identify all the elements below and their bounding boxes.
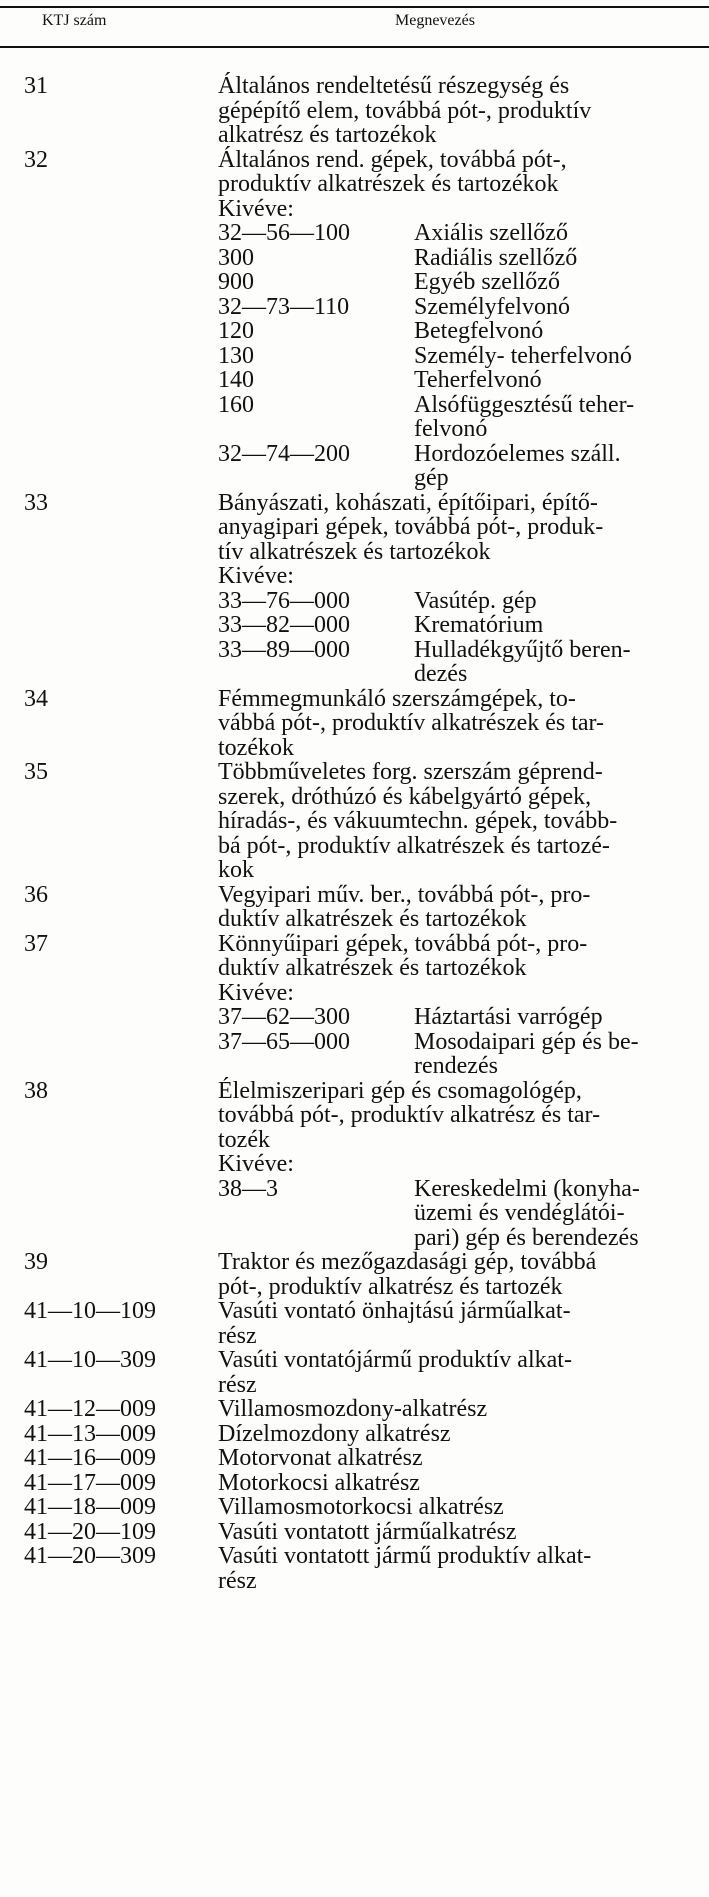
description [218, 491, 706, 687]
table-row [0, 1397, 709, 1422]
exception-code: 120 [218, 318, 254, 344]
description [218, 1422, 706, 1447]
ktj-code: 35 [24, 759, 48, 785]
exception-name-line: Krematórium [414, 612, 544, 638]
column-header-name: Megnevezés [395, 12, 475, 29]
except-label: Kivéve: [218, 195, 294, 222]
exception-code: 38—3 [218, 1175, 278, 1202]
ktj-code: 37 [24, 930, 48, 957]
table-row [0, 1348, 709, 1397]
description-line: pót-, produktív alkatrész és tartozék [218, 1273, 563, 1300]
exception-item [218, 270, 706, 295]
table-row [0, 1495, 709, 1520]
description-line: Villamosmotorkocsi alkatrész [218, 1494, 504, 1520]
exception-name-line: Egyéb szellőző [414, 269, 560, 295]
exception-name-line: rendezés [414, 1053, 498, 1079]
ktj-code: 41—10—309 [24, 1347, 156, 1373]
description-line: gépépítő elem, továbbá pót-, produktív [218, 97, 592, 124]
exception-name-line: Hulladékgyűjtő beren- [414, 636, 631, 663]
description-line: szerek, dróthúzó és kábelgyártó gépek, [218, 783, 592, 810]
exception-name-line: Háztartási varrógép [414, 1004, 603, 1030]
exception-name [414, 344, 706, 369]
exception-item [218, 1177, 706, 1251]
exception-code: 32—56—100 [218, 220, 350, 246]
description-line: tozék [218, 1126, 270, 1153]
description-line: Fémmegmunkáló szerszámgépek, to- [218, 685, 576, 712]
exception-name [414, 613, 706, 638]
description-line: rész [218, 1371, 257, 1398]
top-rule [0, 6, 709, 8]
description-line: híradás-, és vákuumtechn. gépek, tovább- [218, 808, 618, 834]
description [218, 687, 706, 761]
exception-name-line: Személyfelvonó [414, 293, 570, 320]
description-line: Vasúti vontatójármű produktív alkat- [218, 1347, 572, 1373]
exception-name [414, 638, 706, 687]
description-line: továbbá pót-, produktív alkatrész és tar- [218, 1102, 601, 1128]
exception-item [218, 1030, 706, 1079]
ktj-code: 41—10—109 [24, 1298, 156, 1324]
description [218, 148, 706, 491]
exception-name [414, 393, 706, 442]
description-line: Motorkocsi alkatrész [218, 1469, 420, 1496]
table-row [0, 1446, 709, 1471]
description [218, 1520, 706, 1545]
exception-item [218, 638, 706, 687]
ktj-code: 41—20—109 [24, 1518, 156, 1545]
exception-code: 900 [218, 269, 254, 295]
table-row [0, 491, 709, 687]
description [218, 1544, 706, 1593]
description [218, 932, 706, 1079]
exception-name [414, 368, 706, 393]
column-header-code: KTJ szám [42, 12, 107, 29]
exception-name-line: felvonó [414, 416, 488, 442]
exception-code: 300 [218, 244, 254, 271]
ktj-code: 34 [24, 685, 48, 712]
description-line: Vasúti vontató önhajtású járműalkat- [218, 1298, 571, 1324]
description-line: rész [218, 1322, 257, 1349]
description [218, 1348, 706, 1397]
exception-name-line: Alsófüggesztésű teher- [414, 391, 635, 418]
table-row [0, 1544, 709, 1593]
exception-code: 33—89—000 [218, 636, 350, 663]
exception-name [414, 246, 706, 271]
ktj-code: 31 [24, 73, 48, 99]
table-row [0, 883, 709, 932]
exception-name [414, 270, 706, 295]
description [218, 1495, 706, 1520]
description-line: tozékok [218, 734, 294, 761]
table-row [0, 1250, 709, 1299]
description-line: produktív alkatrészek és tartozékok [218, 171, 559, 197]
except-label: Kivéve: [218, 563, 294, 589]
description-line: bá pót-, produktív alkatrészek és tartozé- [218, 832, 610, 859]
table-row [0, 932, 709, 1079]
table-body [0, 74, 709, 1593]
description-line: Vasúti vontatott jármű produktív alkat- [218, 1543, 592, 1569]
description-line: duktív alkatrészek és tartozékok [218, 906, 527, 932]
table-row [0, 1520, 709, 1545]
except-label: Kivéve: [218, 1151, 294, 1177]
table-row [0, 1299, 709, 1348]
exception-name-line: Teherfelvonó [414, 367, 542, 393]
ktj-code: 32 [24, 146, 48, 173]
exception-name [414, 1030, 706, 1079]
exception-item [218, 295, 706, 320]
description-line: Dízelmozdony alkatrész [218, 1420, 451, 1447]
description-line: Traktor és mezőgazdasági gép, továbbá [218, 1249, 597, 1275]
description-line: vábbá pót-, produktív alkatrészek és tar- [218, 710, 605, 736]
description [218, 1079, 706, 1251]
description [218, 1299, 706, 1348]
table-row [0, 1422, 709, 1447]
ktj-code: 41—18—009 [24, 1494, 156, 1520]
table-row [0, 687, 709, 761]
description-line: Vasúti vontatott járműalkatrész [218, 1518, 517, 1545]
ktj-code: 41—12—009 [24, 1396, 156, 1422]
description-line: kok [218, 857, 254, 883]
description-line: rész [218, 1567, 257, 1594]
exception-name-line: Betegfelvonó [414, 318, 544, 344]
description-line: Könnyűipari gépek, továbbá pót-, pro- [218, 930, 588, 957]
exception-item [218, 393, 706, 442]
table-row [0, 1079, 709, 1251]
description-line: alkatrész és tartozékok [218, 122, 437, 148]
exception-name [414, 589, 706, 614]
description [218, 1446, 706, 1471]
description-line: Vegyipari műv. ber., továbbá pót-, pro- [218, 881, 591, 908]
exception-name-line: Hordozóelemes száll. [414, 440, 621, 467]
exception-name [414, 319, 706, 344]
exception-name [414, 1005, 706, 1030]
header-rule [0, 46, 709, 48]
exception-name-line: Mosodaipari gép és be- [414, 1028, 639, 1055]
exception-code: 37—62—300 [218, 1004, 350, 1030]
ktj-code: 33 [24, 489, 48, 516]
exception-name-line: gép [414, 465, 449, 491]
ktj-code: 41—17—009 [24, 1469, 156, 1496]
exception-code: 33—82—000 [218, 612, 350, 638]
ktj-code: 41—16—009 [24, 1445, 156, 1471]
exception-name [414, 442, 706, 491]
exception-code: 140 [218, 367, 254, 393]
description-line: Villamosmozdony-alkatrész [218, 1396, 488, 1422]
exception-code: 37—65—000 [218, 1028, 350, 1055]
exception-code: 32—74—200 [218, 440, 350, 467]
ktj-code: 41—13—009 [24, 1420, 156, 1447]
table-row [0, 74, 709, 148]
description [218, 883, 706, 932]
exception-name-line: Vasútép. gép [414, 587, 537, 614]
exception-code: 130 [218, 342, 254, 369]
exception-item [218, 442, 706, 491]
exception-name-line: Axiális szellőző [414, 220, 568, 246]
description-line: Többműveletes forg. szerszám géprend- [218, 759, 603, 785]
except-label: Kivéve: [218, 979, 294, 1006]
ktj-code: 39 [24, 1249, 48, 1275]
exception-item [218, 344, 706, 369]
exception-name-line: pari) gép és berendezés [414, 1224, 639, 1251]
description-line: Bányászati, kohászati, építőipari, építő- [218, 489, 598, 516]
table-row [0, 1471, 709, 1496]
ktj-code: 36 [24, 881, 48, 908]
exception-name-line: dezés [414, 661, 468, 687]
description-line: Általános rend. gépek, továbbá pót-, [218, 146, 567, 173]
exception-code: 33—76—000 [218, 587, 350, 614]
description [218, 760, 706, 883]
description [218, 74, 706, 148]
exception-item [218, 319, 706, 344]
table-row [0, 148, 709, 491]
exception-item [218, 246, 706, 271]
exception-item [218, 613, 706, 638]
exception-name-line: Radiális szellőző [414, 244, 578, 271]
exception-name [414, 295, 706, 320]
description-line: anyagipari gépek, továbbá pót-, produk- [218, 514, 604, 540]
description [218, 1397, 706, 1422]
exception-item [218, 1005, 706, 1030]
description-line: Élelmiszeripari gép és csomagológép, [218, 1077, 582, 1104]
ktj-code: 38 [24, 1077, 48, 1104]
description-line: Általános rendeltetésű részegység és [218, 73, 570, 99]
exception-name-line: Személy- teherfelvonó [414, 342, 632, 369]
ktj-code: 41—20—309 [24, 1543, 156, 1569]
exception-code: 160 [218, 391, 254, 418]
description-line: Motorvonat alkatrész [218, 1445, 423, 1471]
description [218, 1471, 706, 1496]
table-row [0, 760, 709, 883]
exception-name [414, 221, 706, 246]
description [218, 1250, 706, 1299]
exception-item [218, 368, 706, 393]
exception-name [414, 1177, 706, 1251]
exception-name-line: Kereskedelmi (konyha- [414, 1175, 640, 1202]
exception-code: 32—73—110 [218, 293, 350, 320]
exception-item [218, 589, 706, 614]
exception-item [218, 221, 706, 246]
description-line: duktív alkatrészek és tartozékok [218, 955, 527, 981]
exception-name-line: üzemi és vendéglátói- [414, 1200, 625, 1226]
description-line: tív alkatrészek és tartozékok [218, 538, 491, 565]
